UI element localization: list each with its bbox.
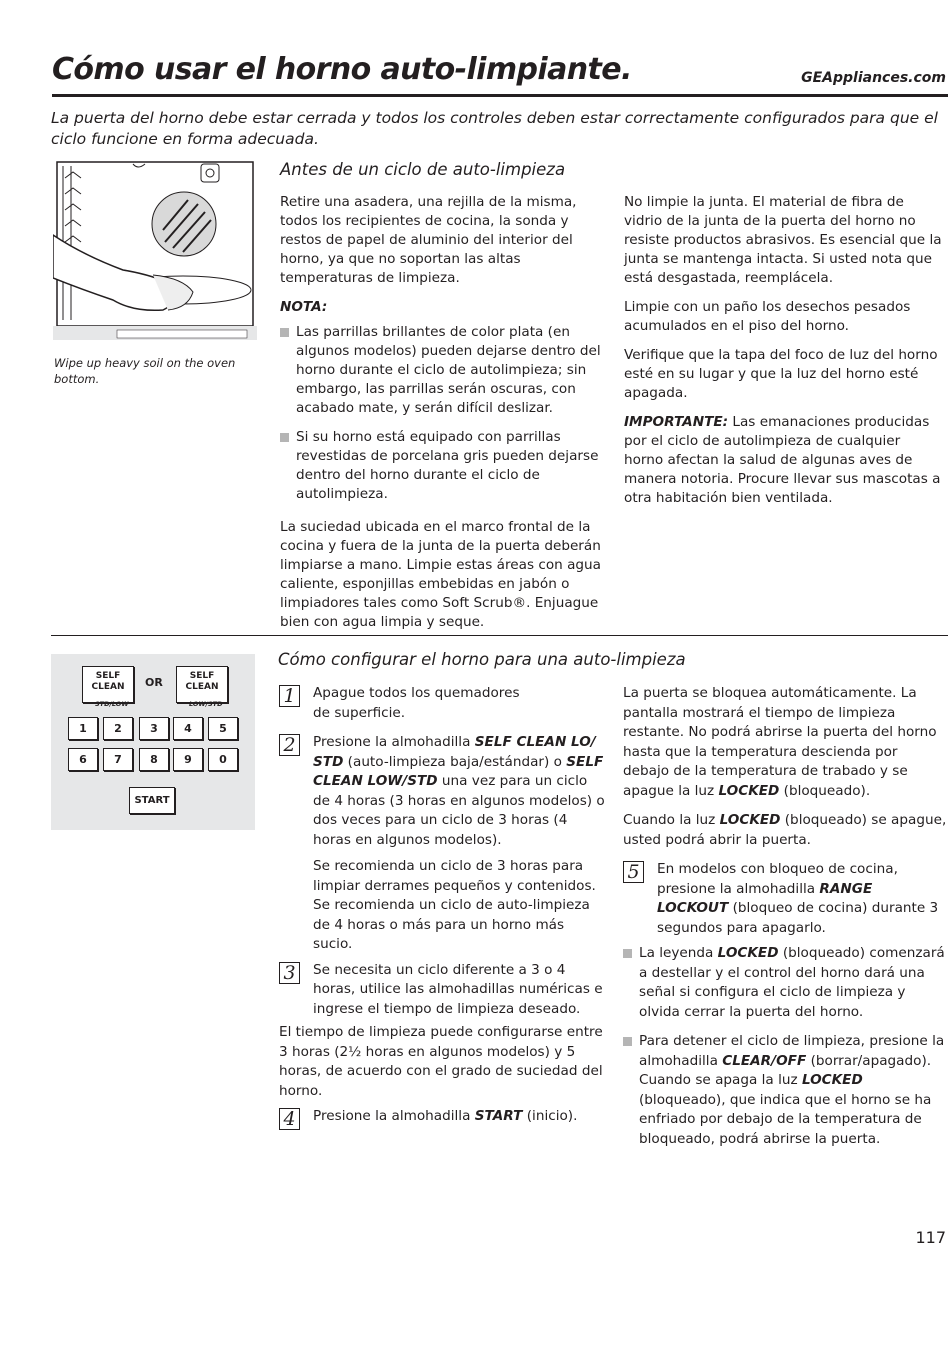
illustration-caption: Wipe up heavy soil on the oven bottom. <box>54 356 236 386</box>
page-title: Cómo usar el horno auto-limpiante. <box>52 52 632 87</box>
range-lockout-label: RANGE LOCKOUT <box>657 880 873 916</box>
start-key: START <box>129 787 175 814</box>
number-key: 6 <box>68 748 98 771</box>
section1-paragraph: No limpie la junta. El material de fibra de vidrio de la junta de la puerta del horno no resiste productos abrasivos. Es esencial que la junta se mantenga intacta. Si usted nota que está desgastada, reemplácela. <box>624 194 942 286</box>
std-low-label: STD/LOW <box>95 700 129 708</box>
step-number: 2 <box>279 734 300 756</box>
self-clean-low-std-label: SELF CLEAN LOW/STD <box>313 753 604 789</box>
number-key: 3 <box>139 717 169 740</box>
self-clean-low-std-key: SELF CLEAN <box>176 666 228 703</box>
locked-info: La puerta se bloquea automáticamente. La pantalla mostrará el tiempo de limpieza restante. No podrá abrirse la puerta del horno hasta que la temperatura descienda por debajo de la temperatura de trabado y se apague la luz LOCKED (bloqueado). <box>623 685 937 799</box>
title-rule <box>52 94 948 97</box>
step-4 <box>279 1107 605 1130</box>
number-key: 7 <box>103 748 133 771</box>
step-text: En modelos con bloqueo de cocina, presione la almohadilla <box>657 861 898 897</box>
important-label: IMPORTANTE: <box>624 414 729 430</box>
section1-left-column <box>280 193 602 642</box>
step-2-note: Se recomienda un ciclo de 3 horas para limpiar derrames pequeños y contenidos. Se recomienda un ciclo de auto-limpieza de 4 horas o más para un horno más sucio. <box>313 858 596 952</box>
section2-heading: Cómo configurar el horno para una auto-limpieza <box>278 650 686 669</box>
step-3 <box>279 961 605 1020</box>
number-key: 2 <box>103 717 133 740</box>
or-label: OR <box>145 676 163 689</box>
step-number: 1 <box>279 685 300 707</box>
number-key: 5 <box>208 717 238 740</box>
step-text: Presione la almohadilla <box>313 1108 475 1124</box>
step-text: Presione la almohadilla <box>313 734 475 750</box>
step-text: (bloqueo de cocina) durante 3 segundos para apagarlo. <box>657 900 939 936</box>
nota-bullet: Si su horno está equipado con parrillas revestidas de porcelana gris pueden dejarse dentro del horno durante el ciclo de autolimpieza. <box>280 428 602 504</box>
nota-label: NOTA: <box>280 299 328 315</box>
section1-paragraph: Retire una asadera, una rejilla de la misma, todos los recipientes de cocina, la sonda y restos de papel de aluminio del interior del horno, ya que no soportan las altas temperaturas de limpieza. <box>280 194 577 286</box>
step-5 <box>623 860 947 938</box>
number-key: 1 <box>68 717 98 740</box>
step-number: 3 <box>279 962 300 984</box>
nota-bullet: Las parrillas brillantes de color plata (en algunos modelos) pueden dejarse dentro del horno durante el ciclo de autolimpieza; sin embargo, las parrillas serán oscuras, con acabado mate, y serán difícil deslizar. <box>280 323 602 418</box>
number-key: 4 <box>173 717 203 740</box>
self-clean-std-low-key: SELF CLEAN <box>82 666 134 703</box>
step-number: 5 <box>623 861 644 883</box>
cleaning-time-note: El tiempo de limpieza puede configurarse entre 3 horas (2½ horas en algunos modelos) y 5 horas, de acuerdo con el grado de suciedad del horno. <box>279 1024 603 1099</box>
section-divider <box>51 635 948 636</box>
start-label: START <box>474 1108 523 1124</box>
important-text: Las emanaciones producidas por el ciclo de autolimpieza de cualquier horno afectan la salud de algunas aves de manera notoria. Procure llevar sus mascotas a otra habitación bien ventilada. <box>624 414 941 506</box>
step-text: una vez para un ciclo de 4 horas (3 horas en algunos modelos) o dos veces para un ciclo de 3 horas (4 horas en algunos modelos). <box>313 773 605 848</box>
number-key: 8 <box>139 748 169 771</box>
step-number: 4 <box>279 1108 300 1130</box>
page-number: 117 <box>915 1228 946 1247</box>
step-text: (auto-limpieza baja/estándar) o <box>343 753 567 770</box>
low-std-label: LOW/STD <box>189 700 223 708</box>
step-text: Se necesita un ciclo diferente a 3 o 4 horas, utilice las almohadillas numéricas e ingrese el tiempo de limpieza deseado. <box>313 961 603 1017</box>
section1-heading: Antes de un ciclo de auto-limpieza <box>280 160 566 179</box>
intro-text: La puerta del horno debe estar cerrada y todos los controles deben estar correctamente configurados para que el ciclo funcione en forma adecuada. <box>51 109 938 148</box>
section1-paragraph: Limpie con un paño los desechos pesados acumulados en el piso del horno. <box>624 299 911 334</box>
section1-paragraph: La suciedad ubicada en el marco frontal de la cocina y fuera de la junta de la puerta deberán limpiarse a mano. Limpie estas áreas con agua caliente, esponjillas embebidas en jabón o limpiadores tales como Soft Scrub®. Enjuague bien con agua limpia y seque. <box>280 519 601 630</box>
oven-cleaning-illustration <box>53 160 257 340</box>
site-url: GEAppliances.com <box>801 70 946 86</box>
step-1 <box>279 684 605 723</box>
section1-paragraph: Verifique que la tapa del foco de luz del horno esté en su lugar y que la luz del horno esté apagada. <box>624 347 938 401</box>
locked-bullet: La leyenda LOCKED (bloqueado) comenzará a destellar y el control del horno dará una señal si configura el ciclo de limpieza y olvida cerrar la puerta del horno. <box>623 944 947 1022</box>
clear-off-bullet: Para detener el ciclo de limpieza, presione la almohadilla CLEAR/OFF (borrar/apagado). Cuando se apaga la luz LOCKED (bloqueado), que indica que el horno se ha enfriado por debajo de la temperatura de bloqueado, podrá abrirse la puerta. <box>623 1032 947 1149</box>
section2-right-column <box>623 684 947 1159</box>
important-note <box>624 413 942 508</box>
control-panel-illustration <box>51 654 255 830</box>
step-text: Apague todos los quemadores de superficie. <box>313 685 520 721</box>
section2-left-column <box>279 684 605 1130</box>
number-key: 0 <box>208 748 238 771</box>
section1-right-column <box>624 193 942 518</box>
step-2 <box>279 733 605 850</box>
number-key: 9 <box>173 748 203 771</box>
step-text: (inicio). <box>522 1108 578 1124</box>
self-clean-lo-std-label: SELF CLEAN LO/ STD <box>313 734 596 770</box>
locked-info: Cuando la luz LOCKED (bloqueado) se apague, usted podrá abrir la puerta. <box>623 812 947 848</box>
